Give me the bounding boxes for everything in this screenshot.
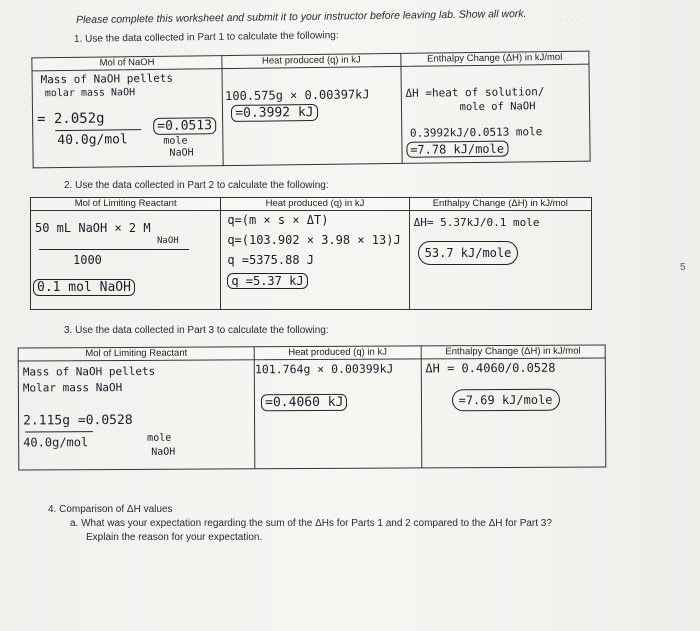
part1-molar-label: molar mass NaOH <box>44 87 136 100</box>
part2-header-heat: Heat produced (q) in kJ <box>221 198 409 211</box>
fraction-bar <box>55 129 141 131</box>
part1-enthalpy-def: ΔH =heat of solution/ <box>405 85 545 100</box>
part2-unit-naoh: NaOH <box>157 236 179 246</box>
part2-prompt: 2. Use the data collected in Part 2 to calculate the following: <box>64 180 329 191</box>
part1-heat-calc: 100.575g × 0.00397kJ <box>225 87 370 104</box>
fraction-bar <box>25 431 93 432</box>
bleed-text: · · · · <box>560 14 580 24</box>
part3-cell-heat[interactable] <box>254 359 421 469</box>
part3-cell-mol[interactable] <box>18 360 255 470</box>
part3-enthalpy-result: =7.69 kJ/mole <box>452 389 560 412</box>
part1-fraction-num: = 2.052g <box>37 110 105 128</box>
part3-header-heat: Heat produced (q) in kJ <box>254 346 421 360</box>
part2-cell-enthalpy[interactable] <box>409 211 591 310</box>
part2-mol-result: 0.1 mol NaOH <box>33 279 135 296</box>
part1-cell-enthalpy[interactable] <box>401 64 591 163</box>
part1-enthalpy-result: =7.78 kJ/mole <box>406 141 508 158</box>
part1-fraction-den: 40.0g/mol <box>57 132 128 149</box>
part4-question-a-line2: Explain the reason for your expectation. <box>86 532 263 543</box>
part2-heat-calc: q=(103.902 × 3.98 × 13)J <box>227 233 401 247</box>
part1-cell-mol[interactable] <box>32 69 223 168</box>
part3-unit-mole: mole <box>147 432 172 444</box>
part3-heat-calc: 101.764g × 0.00399kJ <box>254 361 394 377</box>
part1-table <box>31 51 590 169</box>
part3-header-enthalpy: Enthalpy Change (ΔH) in kJ/mol <box>421 345 605 359</box>
part2-cell-mol[interactable] <box>31 211 221 310</box>
part2-header-enthalpy: Enthalpy Change (ΔH) in kJ/mol <box>409 198 591 211</box>
part2-table <box>30 197 592 310</box>
instructions: Please complete this worksheet and submit it to your instructor before leaving lab. Show all work. <box>75 7 527 27</box>
part4-question-a: a. What was your expectation regarding the sum of the ΔHs for Parts 1 and 2 compared to the ΔH for Part 3? <box>70 518 552 529</box>
part1-unit-naoh: NaOH <box>169 147 194 159</box>
part3-fraction-den: 40.0g/mol <box>23 435 89 450</box>
part4-heading: 4. Comparison of ΔH values <box>48 504 173 515</box>
part3-header-mol: Mol of Limiting Reactant <box>18 347 254 361</box>
part2-heat-joules: q =5375.88 J <box>227 253 315 267</box>
part3-fraction-num: 2.115g =0.0528 <box>23 412 133 429</box>
part2-fraction-num: 50 mL NaOH × 2 M <box>35 221 151 235</box>
part1-mol-result: =0.0513 <box>153 117 216 135</box>
part1-mass-label: Mass of NaOH pellets <box>40 71 174 87</box>
part2-cell-heat[interactable] <box>221 211 409 310</box>
part1-prompt: 1. Use the data collected in Part 1 to calculate the following: <box>73 30 339 45</box>
part1-heat-result: =0.3992 kJ <box>231 104 317 122</box>
part3-heat-result: =0.4060 kJ <box>261 394 347 411</box>
part1-enthalpy-def2: mole of NaOH <box>459 100 536 114</box>
part3-cell-enthalpy[interactable] <box>421 358 606 468</box>
part2-heat-formula: q=(m × s × ΔT) <box>227 213 329 227</box>
part1-header-mol: Mol of NaOH <box>32 56 222 71</box>
fraction-bar <box>39 249 189 250</box>
part1-unit-mole: mole <box>163 135 188 147</box>
margin-mark: 5 <box>680 262 686 273</box>
part1-cell-heat[interactable] <box>222 66 402 165</box>
part1-enthalpy-calc: 0.3992kJ/0.0513 mole <box>409 125 543 140</box>
part1-header-heat: Heat produced (q) in kJ <box>222 53 401 68</box>
part3-molar-label: Molar mass NaOH <box>22 380 123 395</box>
part2-enthalpy-result: 53.7 kJ/mole <box>418 241 519 265</box>
part3-unit-naoh: NaOH <box>151 446 176 458</box>
part1-header-enthalpy: Enthalpy Change (ΔH) in kJ/mol <box>400 51 589 66</box>
part2-heat-result: q =5.37 kJ <box>227 273 307 289</box>
part2-enthalpy-calc: ΔH= 5.37kJ/0.1 mole <box>413 216 540 229</box>
part3-table <box>18 344 607 470</box>
part3-enthalpy-calc: ΔH = 0.4060/0.0528 <box>425 360 556 376</box>
part2-fraction-den: 1000 <box>73 253 102 267</box>
part2-header-mol: Mol of Limiting Reactant <box>31 198 221 211</box>
part3-prompt: 3. Use the data collected in Part 3 to calculate the following: <box>64 325 329 336</box>
part3-mass-label: Mass of NaOH pellets <box>22 364 156 379</box>
